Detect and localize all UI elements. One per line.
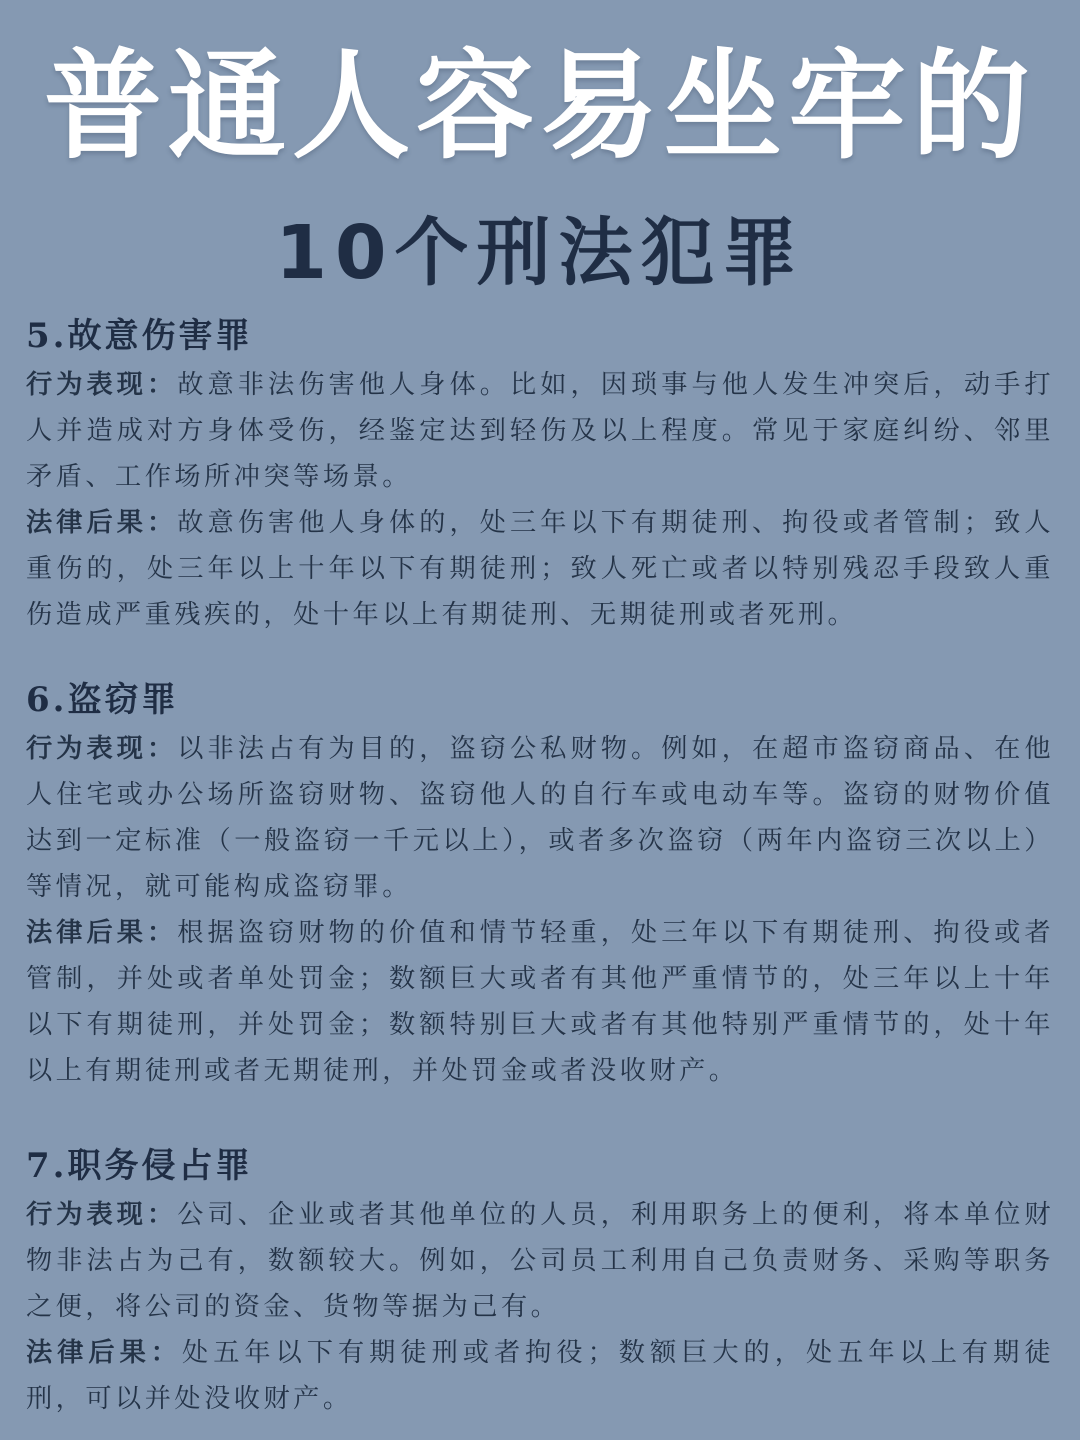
consequence-paragraph xyxy=(26,1330,1054,1422)
consequence-label: 法律后果： xyxy=(26,917,178,948)
behavior-label: 行为表现： xyxy=(26,369,178,400)
sub-title: 10个刑法犯罪 xyxy=(275,210,805,296)
consequence-text: 故意伤害他人身体的，处三年以下有期徒刑、拘役或者管制；致人重伤的，处三年以上十年以下有期徒刑；致人死亡或者以特别残忍手段致人重伤造成严重残疾的，处十年以上有期徒刑、无期徒刑或者死刑。 xyxy=(26,508,1055,630)
behavior-paragraph xyxy=(26,362,1054,500)
behavior-text: 公司、企业或者其他单位的人员，利用职务上的便利，将本单位财物非法占为己有，数额较大。例如，公司员工利用自己负责财务、采购等职务之便，将公司的资金、货物等据为己有。 xyxy=(26,1200,1055,1322)
consequence-paragraph xyxy=(26,910,1054,1094)
consequence-paragraph xyxy=(26,500,1054,638)
main-title: 普通人容易坐牢的 xyxy=(43,37,1036,175)
section-embezzlement xyxy=(26,1140,1054,1422)
section-heading: 6.盗窃罪 xyxy=(26,680,179,720)
section-intentional-injury xyxy=(26,310,1054,638)
consequence-label: 法律后果： xyxy=(26,1337,182,1368)
consequence-text: 根据盗窃财物的价值和情节轻重，处三年以下有期徒刑、拘役或者管制，并处或者单处罚金；数额巨大或者有其他严重情节的，处三年以上十年以下有期徒刑，并处罚金；数额特别巨大或者有其他特别严重情节的，处十年以上有期徒刑或者无期徒刑，并处罚金或者没收财产。 xyxy=(26,918,1055,1086)
consequence-text: 处五年以下有期徒刑或者拘役；数额巨大的，处五年以上有期徒刑，可以并处没收财产。 xyxy=(26,1338,1055,1414)
behavior-label: 行为表现： xyxy=(26,1199,178,1230)
behavior-paragraph xyxy=(26,1192,1054,1330)
section-theft xyxy=(26,674,1054,1094)
behavior-text: 以非法占有为目的，盗窃公私财物。例如，在超市盗窃商品、在他人住宅或办公场所盗窃财物、盗窃他人的自行车或电动车等。盗窃的财物价值达到一定标准（一般盗窃一千元以上），或者多次盗窃（两年内盗窃三次以上）等情况，就可能构成盗窃罪。 xyxy=(26,734,1055,902)
behavior-label: 行为表现： xyxy=(26,733,178,764)
behavior-paragraph xyxy=(26,726,1054,910)
section-heading: 7.职务侵占罪 xyxy=(26,1146,253,1186)
behavior-text: 故意非法伤害他人身体。比如，因琐事与他人发生冲突后，动手打人并造成对方身体受伤，经鉴定达到轻伤及以上程度。常见于家庭纠纷、邻里矛盾、工作场所冲突等场景。 xyxy=(26,370,1055,492)
section-heading: 5.故意伤害罪 xyxy=(26,316,253,356)
consequence-label: 法律后果： xyxy=(26,507,178,538)
